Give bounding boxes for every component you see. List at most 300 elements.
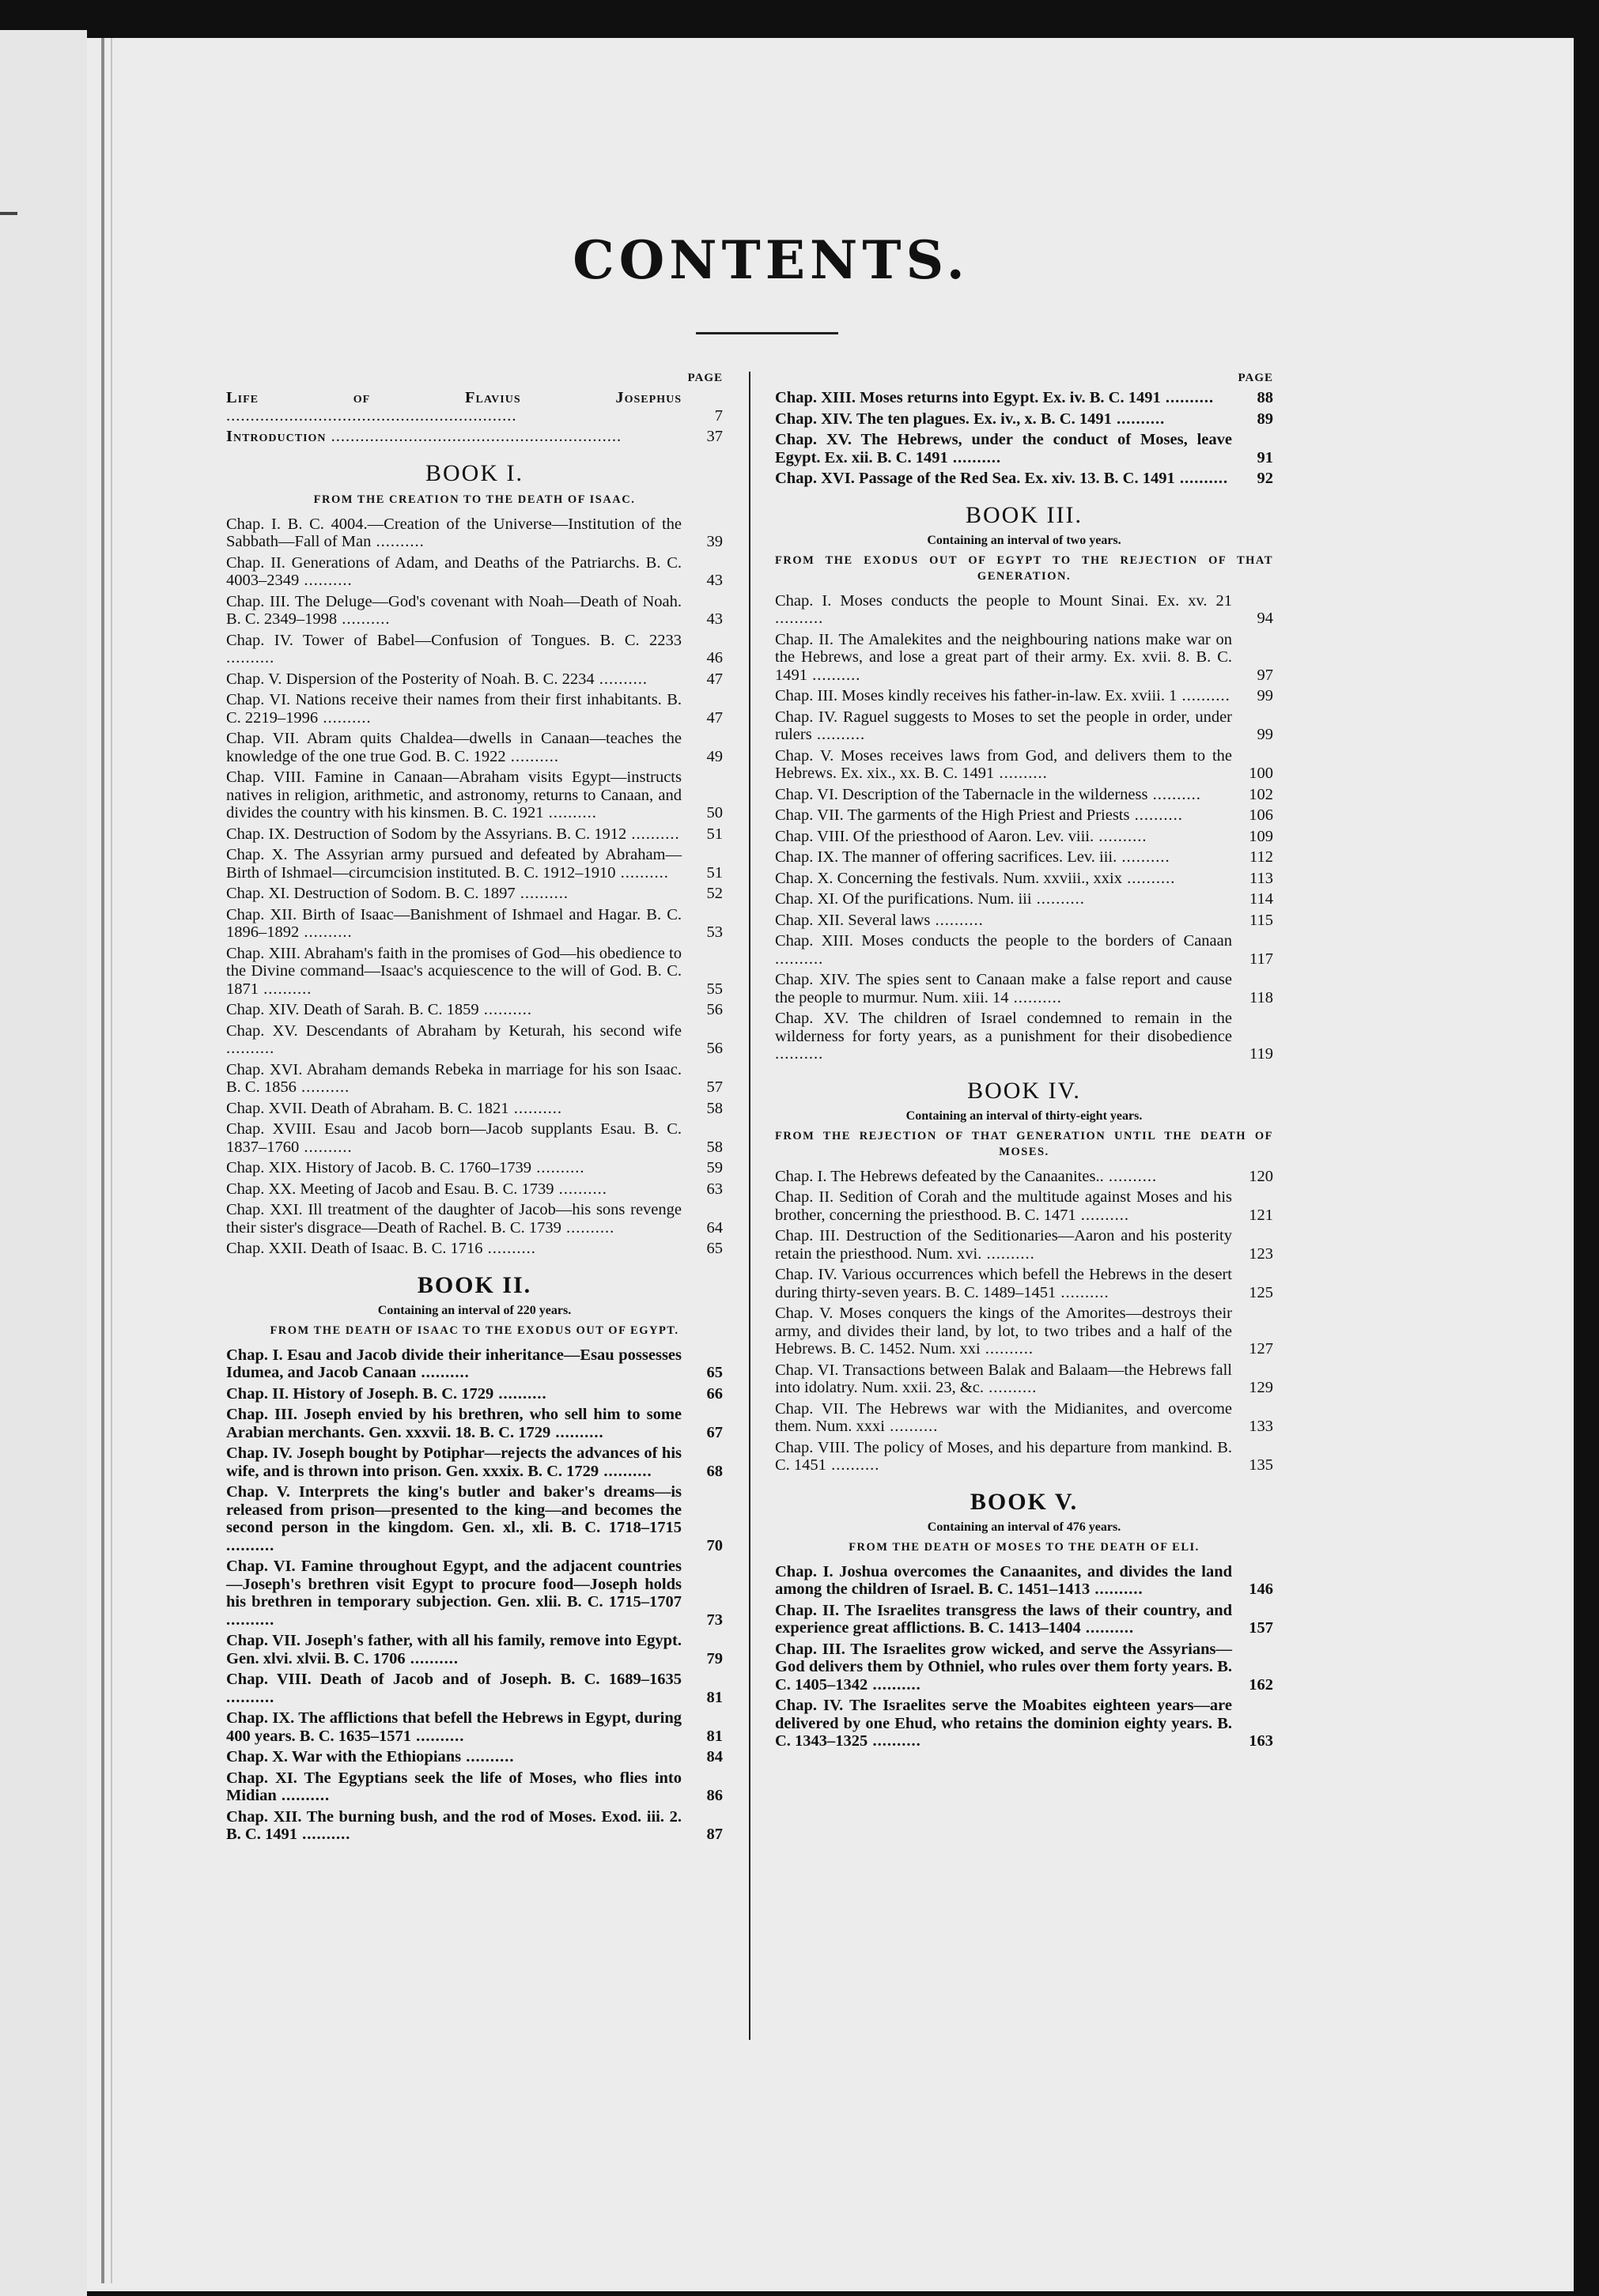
leader-dots: .......... (318, 708, 372, 727)
leader-dots: .......... (299, 1138, 353, 1156)
chapter-entry (775, 708, 1273, 744)
book-subtitle: FROM THE EXODUS OUT OF EGYPT TO THE REJECTION OF THAT GENERATION. (775, 553, 1273, 583)
entry-title: Life of Flavius Josephus (226, 389, 682, 406)
book-interval: Containing an interval of two years. (927, 533, 1121, 547)
leader-dots: .......... (775, 950, 824, 968)
entry-title: Chap. I. B. C. 4004.—Creation of the Universe—Institution of the Sabbath—Fall of Man (226, 515, 682, 550)
page-number: 81 (706, 1727, 723, 1745)
chapter-entry (226, 1100, 723, 1118)
entry-title: Chap. X. The Assyrian army pursued and defeated by Abraham—Birth of Ishmael—circumcision instituted. B. C. 1912–1910 (226, 846, 682, 882)
chapter-entry (775, 1641, 1273, 1694)
chapter-entry (226, 1632, 723, 1667)
entry-title: Chap. XVI. Passage of the Red Sea. Ex. xiv. 13. B. C. 1491 (775, 470, 1175, 487)
entry-title: Chap. IV. Raguel suggests to Moses to set the people in order, under rulers (775, 708, 1232, 743)
entry-title: Chap. X. War with the Ethiopians (226, 1748, 462, 1765)
entry-title: Chap. IV. Joseph bought by Potiphar—rejects the advances of his wife, and is thrown into prison. Gen. xxxix. B. C. 1729 (226, 1444, 682, 1480)
entry-title: Chap. III. Moses kindly receives his father-in-law. Ex. xviii. 1 (775, 687, 1178, 704)
leader-dots: .......... (554, 1180, 607, 1198)
leader-dots: .......... (550, 1423, 604, 1441)
entry-title: Chap. VIII. Of the priesthood of Aaron. Lev. viii. (775, 827, 1094, 845)
leader-dots: .......... (868, 1732, 921, 1750)
page-number: 57 (706, 1078, 723, 1096)
chapter-entry (775, 389, 1273, 407)
entry-title: Chap. XIII. Moses returns into Egypt. Ex. iv. B. C. 1491 (775, 389, 1161, 406)
entry-title: Chap. XI. The Egyptians seek the life of Moses, who flies into Midian (226, 1769, 682, 1804)
chapter-entry (775, 1168, 1273, 1186)
chapter-entry (775, 1602, 1273, 1637)
chapter-entry (226, 670, 723, 689)
chapter-entry (226, 1022, 723, 1058)
entry-title: Chap. VI. Description of the Tabernacle in the wilderness (775, 785, 1148, 803)
chapter-list (226, 515, 723, 1258)
chapter-entry (226, 730, 723, 765)
chapter-entry (775, 687, 1273, 705)
leader-dots: .......... (371, 533, 425, 550)
chapter-entry (226, 1001, 723, 1019)
page-number: 94 (1257, 610, 1273, 627)
entry-title: Chap. V. Moses receives laws from God, and delivers them to the Hebrews. Ex. xix., xx. B. C. 1491 (775, 746, 1232, 782)
chapter-entry (775, 1188, 1273, 1224)
leader-dots: .......... (226, 1688, 275, 1706)
entry-title: Chap. III. Destruction of the Seditionaries—Aaron and his posterity retain the priesthood. Num. xvi. (775, 1227, 1232, 1263)
chapter-entry (226, 1748, 723, 1766)
chapter-entry (226, 1709, 723, 1745)
front-matter-entry (226, 428, 723, 446)
book-heading: BOOK I. (425, 459, 524, 486)
page-number: 52 (706, 885, 723, 902)
entry-title: Chap. VIII. Death of Jacob and of Joseph. B. C. 1689–1635 (226, 1671, 682, 1688)
leader-dots: .......... (259, 980, 312, 998)
chapter-entry (775, 631, 1273, 685)
entry-title: Chap. XVI. Abraham demands Rebeka in marriage for his son Isaac. B. C. 1856 (226, 1060, 682, 1096)
chapter-entry (775, 786, 1273, 804)
entry-title: Chap. III. Joseph envied by his brethren, who sell him to some Arabian merchants. Gen. xxxvii. 18. B. C. 1729 (226, 1406, 682, 1441)
entry-title: Chap. XV. The children of Israel condemned to remain in the wilderness for forty years, as a punishment for their disobedience (775, 1010, 1232, 1045)
book-heading: BOOK II. (417, 1271, 532, 1298)
leader-dots: .......... (1008, 988, 1062, 1006)
page-number: 97 (1257, 666, 1273, 684)
chapter-entry (226, 515, 723, 551)
page-number: 106 (1249, 806, 1273, 824)
entry-title: Chap. II. Generations of Adam, and Deaths of the Patriarchs. B. C. 4003–2349 (226, 553, 682, 589)
page-number: 89 (1257, 410, 1273, 428)
leader-dots: .......... (1056, 1283, 1109, 1301)
book-interval: Containing an interval of thirty-eight years. (905, 1108, 1143, 1123)
leader-dots: .......... (405, 1649, 459, 1667)
chapter-entry (775, 1563, 1273, 1599)
chapter-list (775, 389, 1273, 488)
chapter-entry (775, 890, 1273, 908)
chapter-entry (226, 1808, 723, 1844)
chapter-entry (775, 870, 1273, 888)
page-number: 109 (1249, 827, 1273, 845)
entry-title: Chap. XII. Birth of Isaac—Banishment of Ishmael and Hagar. B. C. 1896–1892 (226, 905, 682, 941)
entry-title: Chap. V. Interprets the king's butler and baker's dreams—is released from prison—presented to the king—and becomes the second person in the kingdom. Gen. xl., xli. B. C. 1718–1715 (226, 1483, 682, 1536)
page-number: 43 (706, 610, 723, 628)
chapter-entry (775, 592, 1273, 628)
chapter-entry (775, 470, 1273, 488)
chapter-entry (226, 554, 723, 590)
leader-dots: .......... (826, 1456, 880, 1474)
page-number: 114 (1249, 890, 1273, 908)
chapter-entry (775, 1400, 1273, 1436)
chapter-entry (226, 1385, 723, 1403)
entry-title: Chap. IX. The afflictions that befell the Hebrews in Egypt, during 400 years. B. C. 1635–1571 (226, 1709, 682, 1745)
page-title: CONTENTS. (573, 229, 970, 291)
page-number: 79 (706, 1649, 723, 1667)
page-number: 84 (706, 1748, 723, 1765)
chapter-entry (775, 1227, 1273, 1263)
book-heading: BOOK IV. (967, 1077, 1081, 1104)
leader-dots: .......... (461, 1748, 515, 1765)
entry-title: Chap. VII. Joseph's father, with all his family, remove into Egypt. Gen. xlvi. xlvii. B. C. 1706 (226, 1632, 682, 1667)
chapter-entry (226, 1120, 723, 1156)
chapter-entry (226, 1159, 723, 1177)
leader-dots: .......... (299, 572, 353, 589)
page-number: 49 (706, 747, 723, 765)
entry-title: Chap. IX. Destruction of Sodom by the Assyrians. B. C. 1912 (226, 825, 627, 843)
chapter-entry (226, 885, 723, 903)
chapter-entry (775, 848, 1273, 867)
book-subtitle: FROM THE CREATION TO THE DEATH OF ISAAC. (313, 493, 636, 506)
chapter-entry (226, 632, 723, 667)
entry-title: Chap. XI. Of the purifications. Num. iii (775, 890, 1032, 908)
leader-dots: .......... (411, 1727, 465, 1745)
chapter-entry (775, 747, 1273, 783)
leader-dots: .......... (1075, 1206, 1130, 1224)
entry-title: Chap. II. The Israelites transgress the laws of their country, and experience great afflictions. B. C. 1413–1404 (775, 1601, 1232, 1637)
leader-dots: .......... (1177, 687, 1230, 704)
leader-dots: .......... (1122, 869, 1176, 887)
book-interval: Containing an interval of 220 years. (377, 1303, 572, 1317)
entry-title: Chap. V. Moses conquers the kings of the Amorites—destroys their army, and divides their land, by lot, to two tribes and a half of the Hebrews. B. C. 1452. Num. xxi (775, 1305, 1232, 1358)
chapter-list (775, 592, 1273, 1063)
page-number: 59 (706, 1159, 723, 1176)
entry-title: Chap. I. Esau and Jacob divide their inheritance—Esau possesses Idumea, and Jacob Canaan (226, 1346, 682, 1381)
leader-dots: .......... (276, 1787, 331, 1804)
page-number: 99 (1257, 687, 1273, 704)
page-number: 47 (706, 708, 723, 727)
leader-dots: .......... (599, 1462, 652, 1480)
page-number: 119 (1249, 1045, 1273, 1063)
binding-fold-shadow (111, 38, 112, 2283)
entry-title: Chap. V. Dispersion of the Posterity of Noah. B. C. 2234 (226, 670, 595, 688)
front-matter-entry (226, 389, 723, 425)
page-number: 56 (706, 1040, 723, 1057)
entry-title: Chap. XXII. Death of Isaac. B. C. 1716 (226, 1240, 483, 1257)
leader-dots: .......... (1111, 410, 1166, 428)
page-number: 127 (1249, 1340, 1273, 1358)
chapter-entry (226, 1061, 723, 1097)
leader-dots: .......... (561, 1218, 615, 1237)
entry-title: Chap. VI. Transactions between Balak and Balaam—the Hebrews fall into idolatry. Num. xxii. 23, &c. (775, 1361, 1232, 1396)
page-number: 67 (706, 1423, 723, 1441)
entry-title: Chap. XIII. Abraham's faith in the promises of God—his obedience to the Divine command—Isaac's acquiescence to the will of God. B. C. 1871 (226, 944, 682, 998)
leader-dots: .......... (1094, 827, 1147, 845)
leader-dots: .......... (930, 911, 984, 929)
chapter-entry (775, 971, 1273, 1006)
entry-title: Chap. XX. Meeting of Jacob and Esau. B. C. 1739 (226, 1180, 554, 1198)
chapter-entry (775, 932, 1273, 968)
leader-dots: .......... (615, 863, 669, 882)
chapter-list (775, 1168, 1273, 1475)
leader-dots: .......... (226, 1040, 275, 1057)
page-number: 112 (1249, 848, 1273, 866)
entry-title: Chap. XII. The burning bush, and the rod of Moses. Exod. iii. 2. B. C. 1491 (226, 1807, 682, 1843)
left-column (226, 372, 723, 1847)
entry-title: Chap. XVII. Death of Abraham. B. C. 1821 (226, 1099, 509, 1117)
page-number: 50 (706, 804, 723, 821)
page-number: 73 (706, 1611, 723, 1629)
leader-dots: .......... (947, 448, 1002, 466)
book-heading: BOOK V. (970, 1488, 1079, 1515)
book-subtitle: FROM THE DEATH OF ISAAC TO THE EXODUS OUT OF EGYPT. (270, 1324, 679, 1337)
page-number: 162 (1249, 1675, 1273, 1694)
entry-title: Chap. XI. Destruction of Sodom. B. C. 1897 (226, 885, 516, 902)
page-number: 51 (706, 825, 723, 843)
leader-dots: .......... (1174, 470, 1229, 487)
chapter-entry (226, 945, 723, 999)
chapter-entry (775, 912, 1273, 930)
chapter-entry (226, 691, 723, 727)
leader-dots: .......... (226, 1536, 275, 1554)
front-matter-list (226, 389, 723, 446)
leader-dots: ............................................................ (326, 428, 622, 445)
chapter-entry (226, 1346, 723, 1382)
leader-dots: .......... (515, 885, 569, 902)
page-number: 88 (1257, 389, 1273, 406)
page-number: 51 (706, 863, 723, 882)
leader-dots: .......... (1090, 1580, 1143, 1598)
book-interval: Containing an interval of 476 years. (927, 1520, 1121, 1534)
page-number: 91 (1257, 448, 1273, 466)
entry-title: Chap. II. History of Joseph. B. C. 1729 (226, 1384, 494, 1403)
leader-dots: .......... (296, 1078, 350, 1096)
page-column-label: PAGE (687, 372, 723, 384)
page-number: 123 (1249, 1244, 1273, 1263)
chapter-entry (226, 1483, 723, 1554)
page-number: 46 (706, 649, 723, 667)
page-number: 66 (706, 1384, 723, 1403)
leader-dots: .......... (884, 1418, 939, 1435)
book-heading: BOOK III. (966, 501, 1083, 528)
chapter-entry (226, 1769, 723, 1805)
entry-title: Chap. XVIII. Esau and Jacob born—Jacob supplants Esau. B. C. 1837–1760 (226, 1120, 682, 1156)
entry-title: Chap. VII. The garments of the High Priest and Priests (775, 806, 1130, 824)
entry-title: Chap. III. The Israelites grow wicked, and serve the Assyrians—God delivers them by Othniel, who rules over them forty years. B. C. 1405–1342 (775, 1640, 1232, 1694)
entry-title: Chap. XIV. The spies sent to Canaan make a false report and cause the people to murmur. Num. xiii. 14 (775, 971, 1232, 1006)
binding-fold-line (101, 38, 104, 2283)
book-subtitle: FROM THE DEATH OF MOSES TO THE DEATH OF ELI. (849, 1540, 1200, 1554)
leader-dots: .......... (1147, 785, 1201, 803)
page-number: 86 (706, 1787, 723, 1804)
chapter-entry (226, 1558, 723, 1629)
chapter-entry (775, 1010, 1273, 1063)
chapter-entry (775, 1361, 1273, 1397)
page-number: 81 (706, 1688, 723, 1706)
leader-dots: .......... (984, 1379, 1038, 1396)
entry-title: Chap. III. The Deluge—God's covenant with Noah—Death of Noah. B. C. 2349–1998 (226, 592, 682, 628)
entry-title: Chap. II. Sedition of Corah and the multitude against Moses and his brother, concerning the priesthood. B. C. 1471 (775, 1188, 1232, 1224)
page-number: 58 (706, 1099, 723, 1117)
page-number: 100 (1249, 765, 1273, 782)
entry-title: Chap. X. Concerning the festivals. Num. xxviii., xxix (775, 869, 1122, 887)
page-number: 129 (1249, 1379, 1273, 1396)
entry-title: Introduction (226, 428, 327, 445)
entry-title: Chap. XIV. The ten plagues. Ex. iv., x. B. C. 1491 (775, 410, 1112, 428)
entry-title: Chap. IV. Various occurrences which befell the Hebrews in the desert during thirty-seven years. B. C. 1489–1451 (775, 1266, 1232, 1301)
page-number: 146 (1249, 1580, 1273, 1598)
page-number: 135 (1249, 1456, 1273, 1474)
entry-title: Chap. IX. The manner of offering sacrifices. Lev. iii. (775, 848, 1117, 866)
page-number: 53 (706, 923, 723, 941)
leader-dots: .......... (980, 1340, 1034, 1358)
leader-dots: .......... (543, 804, 597, 821)
chapter-list (775, 1563, 1273, 1750)
leader-dots: .......... (337, 610, 391, 628)
leader-dots: .......... (775, 1045, 824, 1063)
leader-dots: .......... (493, 1384, 547, 1403)
entry-title: Chap. VII. The Hebrews war with the Midianites, and overcome them. Num. xxxi (775, 1399, 1232, 1435)
leader-dots: .......... (981, 1244, 1035, 1263)
page-number: 157 (1249, 1619, 1273, 1637)
page-number: 56 (706, 1001, 723, 1018)
leader-dots: .......... (299, 923, 353, 941)
leader-dots: .......... (994, 765, 1048, 782)
column-divider (749, 372, 750, 2040)
page-number: 92 (1257, 470, 1273, 487)
entry-title: Chap. I. Joshua overcomes the Canaanites, and divides the land among the children of Israel. B. C. 1451–1413 (775, 1562, 1232, 1598)
entry-title: Chap. XIX. History of Jacob. B. C. 1760–1739 (226, 1159, 532, 1176)
chapter-entry (226, 768, 723, 822)
leader-dots: .......... (594, 670, 648, 688)
chapter-entry (226, 906, 723, 942)
page-number: 125 (1249, 1283, 1273, 1301)
page-number: 65 (706, 1240, 723, 1257)
entry-title: Chap. VII. Abram quits Chaldea—dwells in Canaan—teaches the knowledge of the one true God. B. C. 1922 (226, 730, 682, 765)
chapter-entry (226, 1444, 723, 1480)
page-number: 121 (1249, 1206, 1273, 1224)
leader-dots: .......... (775, 610, 824, 627)
entry-title: Chap. IV. Tower of Babel—Confusion of Tongues. B. C. 2233 (226, 631, 682, 649)
leader-dots: .......... (811, 726, 866, 743)
page-number: 113 (1249, 869, 1273, 887)
chapter-entry (775, 1266, 1273, 1301)
page-number: 55 (706, 980, 723, 998)
page-number: 63 (706, 1180, 723, 1198)
chapter-entry (226, 825, 723, 844)
page-column-label: PAGE (1238, 372, 1273, 384)
page-number: 39 (706, 533, 723, 550)
entry-title: Chap. XV. The Hebrews, under the conduct of Moses, leave Egypt. Ex. xii. B. C. 1491 (775, 431, 1232, 466)
chapter-entry (775, 806, 1273, 825)
chapter-list (226, 1346, 723, 1844)
title-rule (696, 332, 838, 334)
leader-dots: .......... (1160, 389, 1215, 406)
chapter-entry (226, 1180, 723, 1199)
page-number: 65 (706, 1364, 723, 1381)
leader-dots: .......... (531, 1159, 585, 1176)
leader-dots: .......... (1080, 1619, 1135, 1637)
entry-title: Chap. VI. Famine throughout Egypt, and the adjacent countries—Joseph's brethren visit Egypt to procure food—Joseph holds his brethren in temporary subjection. Gen. xlii. B. C. 1715–1707 (226, 1558, 682, 1611)
chapter-entry (226, 846, 723, 882)
chapter-entry (775, 431, 1273, 466)
edge-mark (0, 212, 17, 215)
chapter-entry (775, 1697, 1273, 1750)
chapter-entry (775, 410, 1273, 429)
chapter-entry (775, 828, 1273, 846)
entry-title: Chap. XV. Descendants of Abraham by Keturah, his second wife (226, 1021, 682, 1040)
page-number: 64 (706, 1218, 723, 1237)
leader-dots: .......... (1117, 848, 1170, 866)
entry-title: Chap. XIV. Death of Sarah. B. C. 1859 (226, 1001, 479, 1018)
book-subtitle: FROM THE REJECTION OF THAT GENERATION UNTIL THE DEATH OF MOSES. (775, 1129, 1273, 1158)
entry-title: Chap. I. Moses conducts the people to Mount Sinai. Ex. xv. 21 (775, 591, 1232, 610)
leader-dots: .......... (226, 1611, 275, 1629)
entry-title: Chap. VIII. Famine in Canaan—Abraham visits Egypt—instructs natives in religion, arithmetic, and astronomy, returns to Canaan, and divides the country with his kinsmen. B. C. 1921 (226, 768, 682, 821)
leader-dots: ............................................................ (226, 406, 517, 425)
leader-dots: .......... (508, 1099, 562, 1117)
chapter-entry (775, 1439, 1273, 1475)
leader-dots: .......... (297, 1826, 351, 1843)
entry-title: Chap. XIII. Moses conducts the people to the borders of Canaan (775, 932, 1232, 950)
leader-dots: .......... (807, 666, 861, 684)
entry-title: Chap. II. The Amalekites and the neighbouring nations make war on the Hebrews, and lose a great part of their army. Ex. xvii. 8. B. C. 1491 (775, 630, 1232, 684)
leader-dots: .......... (478, 1001, 532, 1018)
book-binding (0, 30, 87, 2296)
page-number: 87 (706, 1826, 723, 1843)
page-number: 102 (1249, 785, 1273, 803)
page-number: 37 (706, 428, 723, 445)
page-number: 133 (1249, 1418, 1273, 1435)
chapter-entry (775, 1305, 1273, 1358)
chapter-entry (226, 1240, 723, 1258)
page-number: 47 (706, 670, 723, 688)
entry-title: Chap. I. The Hebrews defeated by the Canaanites.. (775, 1167, 1104, 1185)
entry-title: Chap. XII. Several laws (775, 911, 931, 929)
page-number: 58 (706, 1138, 723, 1156)
page-number: 43 (706, 572, 723, 589)
page-number: 117 (1249, 950, 1273, 968)
leader-dots: .......... (626, 825, 680, 843)
chapter-entry (226, 1201, 723, 1237)
page-number: 120 (1249, 1167, 1273, 1185)
page-number: 7 (714, 406, 723, 425)
entry-title: Chap. VIII. The policy of Moses, and his departure from mankind. B. C. 1451 (775, 1438, 1232, 1474)
right-column (775, 372, 1273, 1754)
leader-dots: .......... (868, 1675, 921, 1694)
leader-dots: .......... (416, 1364, 470, 1381)
chapter-entry (226, 1671, 723, 1706)
entry-title: Chap. XXI. Ill treatment of the daughter of Jacob—his sons revenge their sister's disgrace—Death of Rachel. B. C. 1739 (226, 1201, 682, 1237)
chapter-entry (226, 593, 723, 629)
page-number: 115 (1249, 911, 1273, 929)
leader-dots: .......... (1129, 806, 1183, 824)
leader-dots: .......... (1031, 890, 1085, 908)
leader-dots: .......... (505, 747, 559, 765)
page-number: 99 (1257, 726, 1273, 743)
leader-dots: .......... (226, 649, 275, 667)
chapter-entry (226, 1406, 723, 1441)
leader-dots: .......... (1103, 1167, 1158, 1185)
page-number: 163 (1249, 1732, 1273, 1750)
entry-title: Chap. IV. The Israelites serve the Moabites eighteen years—are delivered by one Ehud, who retains the dominion eighty years. B. C. 1343–1325 (775, 1697, 1232, 1750)
entry-title: Chap. VI. Nations receive their names from their first inhabitants. B. C. 2219–1996 (226, 691, 682, 727)
leader-dots: .......... (482, 1240, 536, 1257)
page-number: 118 (1249, 988, 1273, 1006)
page-number: 70 (706, 1536, 723, 1554)
page-number: 68 (706, 1462, 723, 1480)
